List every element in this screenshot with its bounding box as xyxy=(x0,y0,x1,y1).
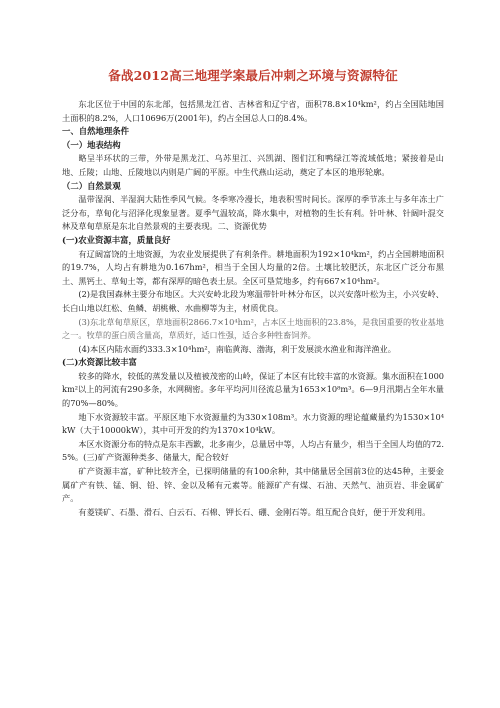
paragraph: 温带湿润、半湿润大陆性季风气候。冬季寒冷漫长，地表积雪时间长。深厚的季节冻土与多年冻土广泛分布，草甸化与沼泽化现象显著。夏季气温较高，降水集中，对植物的生长有利。针叶林、针阔叶混交林及草甸草原是东北自然景观的主要表现。二、资源优势 xyxy=(62,194,444,232)
paragraph: 有辽阔富饶的土地资源，为农业发展提供了有利条件。耕地面积为192×10⁴km²，约占全国耕地面积的19.7%，人均占有耕地为0.167hm²，相当于全国人均量的2倍。土壤比较肥沃，东北区广泛分布黑土、黑钙土、草甸土等，都有深厚的暗色表土层。全区可垦荒地多，约有667×10⁴hm²。 xyxy=(62,248,444,286)
paragraph: 略呈半环状的三带，外带是黑龙江、乌苏里江、兴凯湖、图们江和鸭绿江等流域低地；紧接着是山地、丘陵；山地、丘陵地以内则是广阔的平原。中生代燕山运动，奠定了本区的地形轮廓。 xyxy=(62,153,444,177)
subsection-heading: （一）地表结构 xyxy=(62,139,121,150)
subsection-heading: （二）自然景观 xyxy=(62,180,121,191)
section-heading: 一、自然地理条件 xyxy=(62,126,129,137)
paragraph: (2)是我国森林主要分布地区。大兴安岭北段为寒温带针叶林分布区，以兴安落叶松为主，小兴安岭、长白山地以红松、鱼鳞、胡桃楸、水曲柳等为主，材质优良。 xyxy=(62,289,444,313)
subsection-heading: (一)农业资源丰富，质量良好 xyxy=(62,234,171,245)
paragraph: (4)本区内陆水面约333.3×10⁴hm²，南临黄海、渤海，利于发展淡水渔业和海洋渔业。 xyxy=(78,343,396,354)
subsection-heading: (二)水资源比较丰富 xyxy=(62,357,137,368)
page-title: 备战2012高三地理学案最后冲刺之环境与资源特征 xyxy=(108,68,398,83)
paragraph: (3)东北草甸草原区，草地面积2866.7×10⁴hm²，占本区土地面积的23.8%，是我国重要的牧业基地之一。牧草的蛋白质含量高，草质好，适口性强，适合多种牲畜饲养。 xyxy=(62,316,444,341)
paragraph: 矿产资源丰富，矿种比较齐全，已探明储量的有100余种，其中储量居全国前3位的达45种，主要金属矿产有铁、锰、铜、铅、锌、金以及稀有元素等。能源矿产有煤、石油、天然气、油页岩、非金属矿产。 xyxy=(62,466,444,504)
document-body xyxy=(62,98,444,519)
paragraph: 较多的降水，较低的蒸发量以及植被茂密的山岭，保证了本区有比较丰富的水资源。集水面积在1000km²以上的河流有290多条，水网稠密。多年平均河川径流总量为1653×10⁸m³。6—9月汛期占全年水量的70%—80%。 xyxy=(62,370,444,409)
paragraph: 地下水资源较丰富。平原区地下水资源量约为330×108m³。水力资源的理论蕴藏量约为1530×10⁴kW（大于10000kW），其中可开发的约为1370×10⁴kW。 xyxy=(62,411,444,436)
paragraph: 有菱镁矿、石墨、滑石、白云石、石棉、钾长石、硼、金刚石等。组互配合良好，便于开发利用。 xyxy=(78,506,431,517)
paragraph: 本区水资源分布的特点是东丰西歉，北多南少，总量居中等，人均占有量少，相当于全国人均值的72.5%。(三)矿产资源种类多、储量大，配合较好 xyxy=(62,438,444,463)
paragraph: 东北区位于中国的东北部，包括黑龙江省、吉林省和辽宁省，面积78.8×10⁴km²，约占全国陆地国土面积的8.2%，人口10696万(2001年)，约占全国总人口的8.4%。 xyxy=(62,99,444,123)
